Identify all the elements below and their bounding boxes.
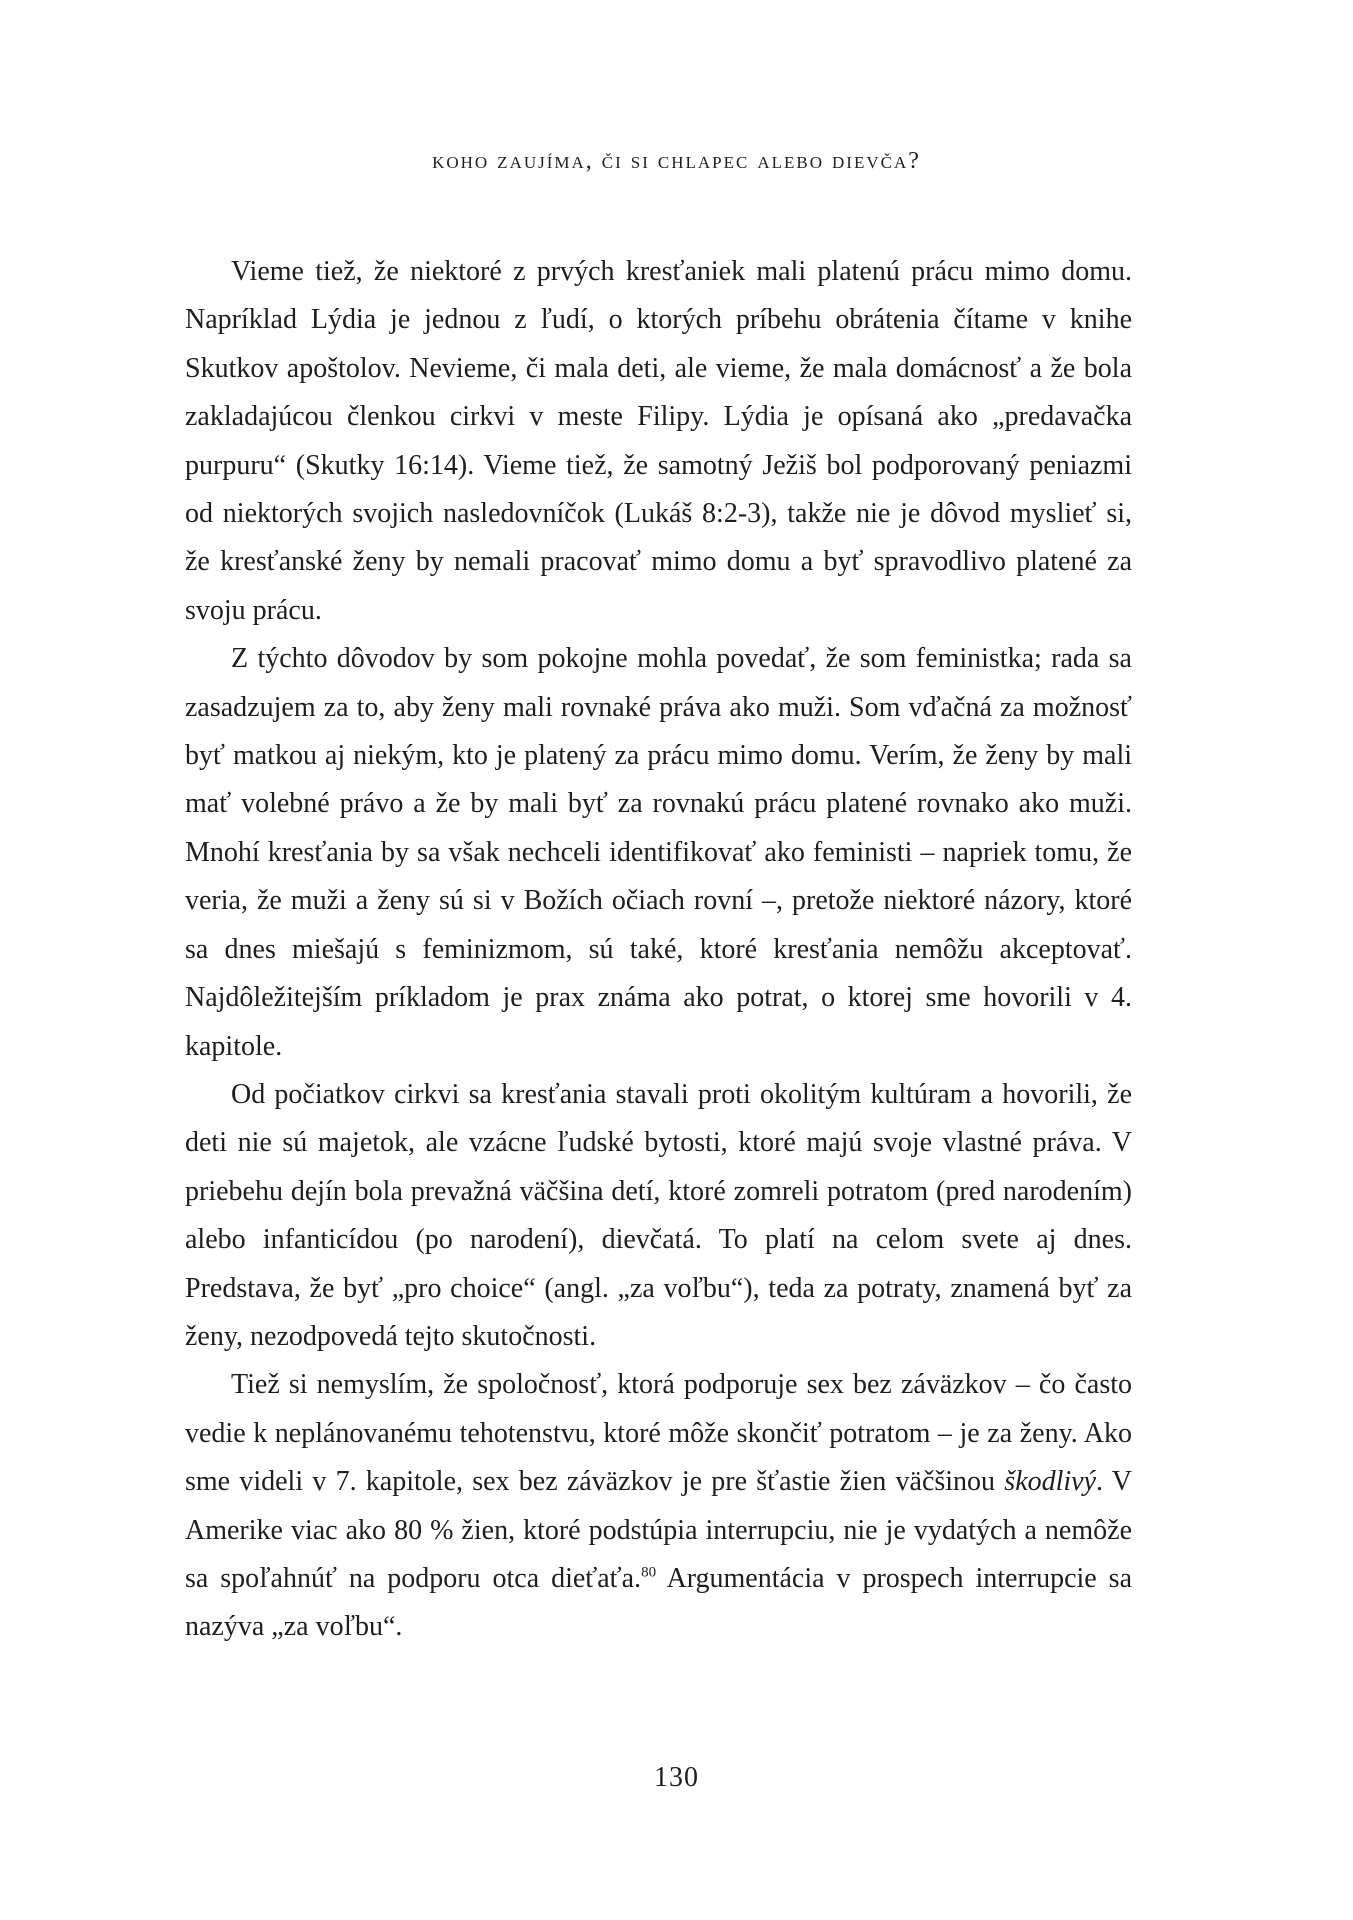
running-head: koho zaujíma, či si chlapec alebo dievča? [432, 148, 921, 174]
paragraph-1: Vieme tiež, že niektoré z prvých kresťaniek mali platenú prácu mimo domu. Napríklad Lýdia je jednou z ľudí, o ktorých príbehu obrátenia čítame v knihe Skutkov apoštolov. Nevieme, či mala deti, ale vieme, že mala domácnosť a že bola zakladajúcou členkou cirkvi v meste Filipy. Lýdia je opísaná ako „predavačka purpuru“ (Skutky 16:14). Vieme tiež, že samotný Ježiš bol podporovaný peniazmi od niektorých svojich nasledovníčok (Lukáš 8:2-3), takže nie je dôvod myslieť si, že kresťanské ženy by nemali pracovať mimo domu a byť spravodlivo platené za svoju prácu. [185, 256, 1132, 626]
emphasis-word: škodlivý [1004, 1466, 1097, 1498]
paragraph-2: Z týchto dôvodov by som pokojne mohla povedať, že som feministka; rada sa zasadzujem za to, aby ženy mali rovnaké práva ako muži. Som vďačná za možnosť byť matkou aj niekým, kto je platený za prácu mimo domu. Verím, že ženy by mali mať volebné právo a že by mali byť za rovnakú prácu platené rovnako ako muži. Mnohí kresťania by sa však nechceli identifikovať ako feministi – napriek tomu, že veria, že muži a ženy sú si v Božích očiach rovní –, pretože niektoré názory, ktoré sa dnes miešajú s feminizmom, sú také, ktoré kresťania nemôžu akceptovať. Najdôležitejším príkladom je prax známa ako potrat, o ktorej sme hovorili v 4. kapitole. [185, 643, 1132, 1062]
paragraph-3: Od počiatkov cirkvi sa kresťania stavali proti okolitým kultúram a hovorili, že deti nie sú majetok, ale vzácne ľudské bytosti, ktoré majú svoje vlastné práva. V priebehu dejín bola prevažná väčšina detí, ktoré zomreli potratom (pred narodením) alebo infanticídou (po narodení), dievčatá. To platí na celom svete aj dnes. Predstava, že byť „pro choice“ (angl. „za voľbu“), teda za potraty, znamená byť za ženy, nezodpovedá tejto skutočnosti. [185, 1078, 1132, 1352]
page-number: 130 [654, 1762, 699, 1793]
paragraph-4-part-2: . V Amerike viac ako 80 % žien, ktoré podstúpia interrupciu, nie je vydatých a nemôže sa spoľahnúť na podporu otca dieťaťa. [185, 1466, 1132, 1594]
paragraph-4-part-1: Tiež si nemyslím, že spoločnosť, ktorá podporuje sex bez záväzkov – čo často vedie k neplánovanému tehotenstvu, ktoré môže skončiť potratom – je za ženy. Ako sme videli v 7. kapitole, sex bez záväzkov je pre šťastie žien väčšinou [185, 1369, 1132, 1498]
body-text [185, 248, 1132, 1652]
paragraph-4 [185, 1361, 1132, 1651]
paragraph-4-part-3: Argumentácia v prospech interrupcie sa nazýva „za voľbu“. [185, 1562, 1132, 1643]
footnote-reference[interactable]: 80 [641, 1564, 657, 1581]
